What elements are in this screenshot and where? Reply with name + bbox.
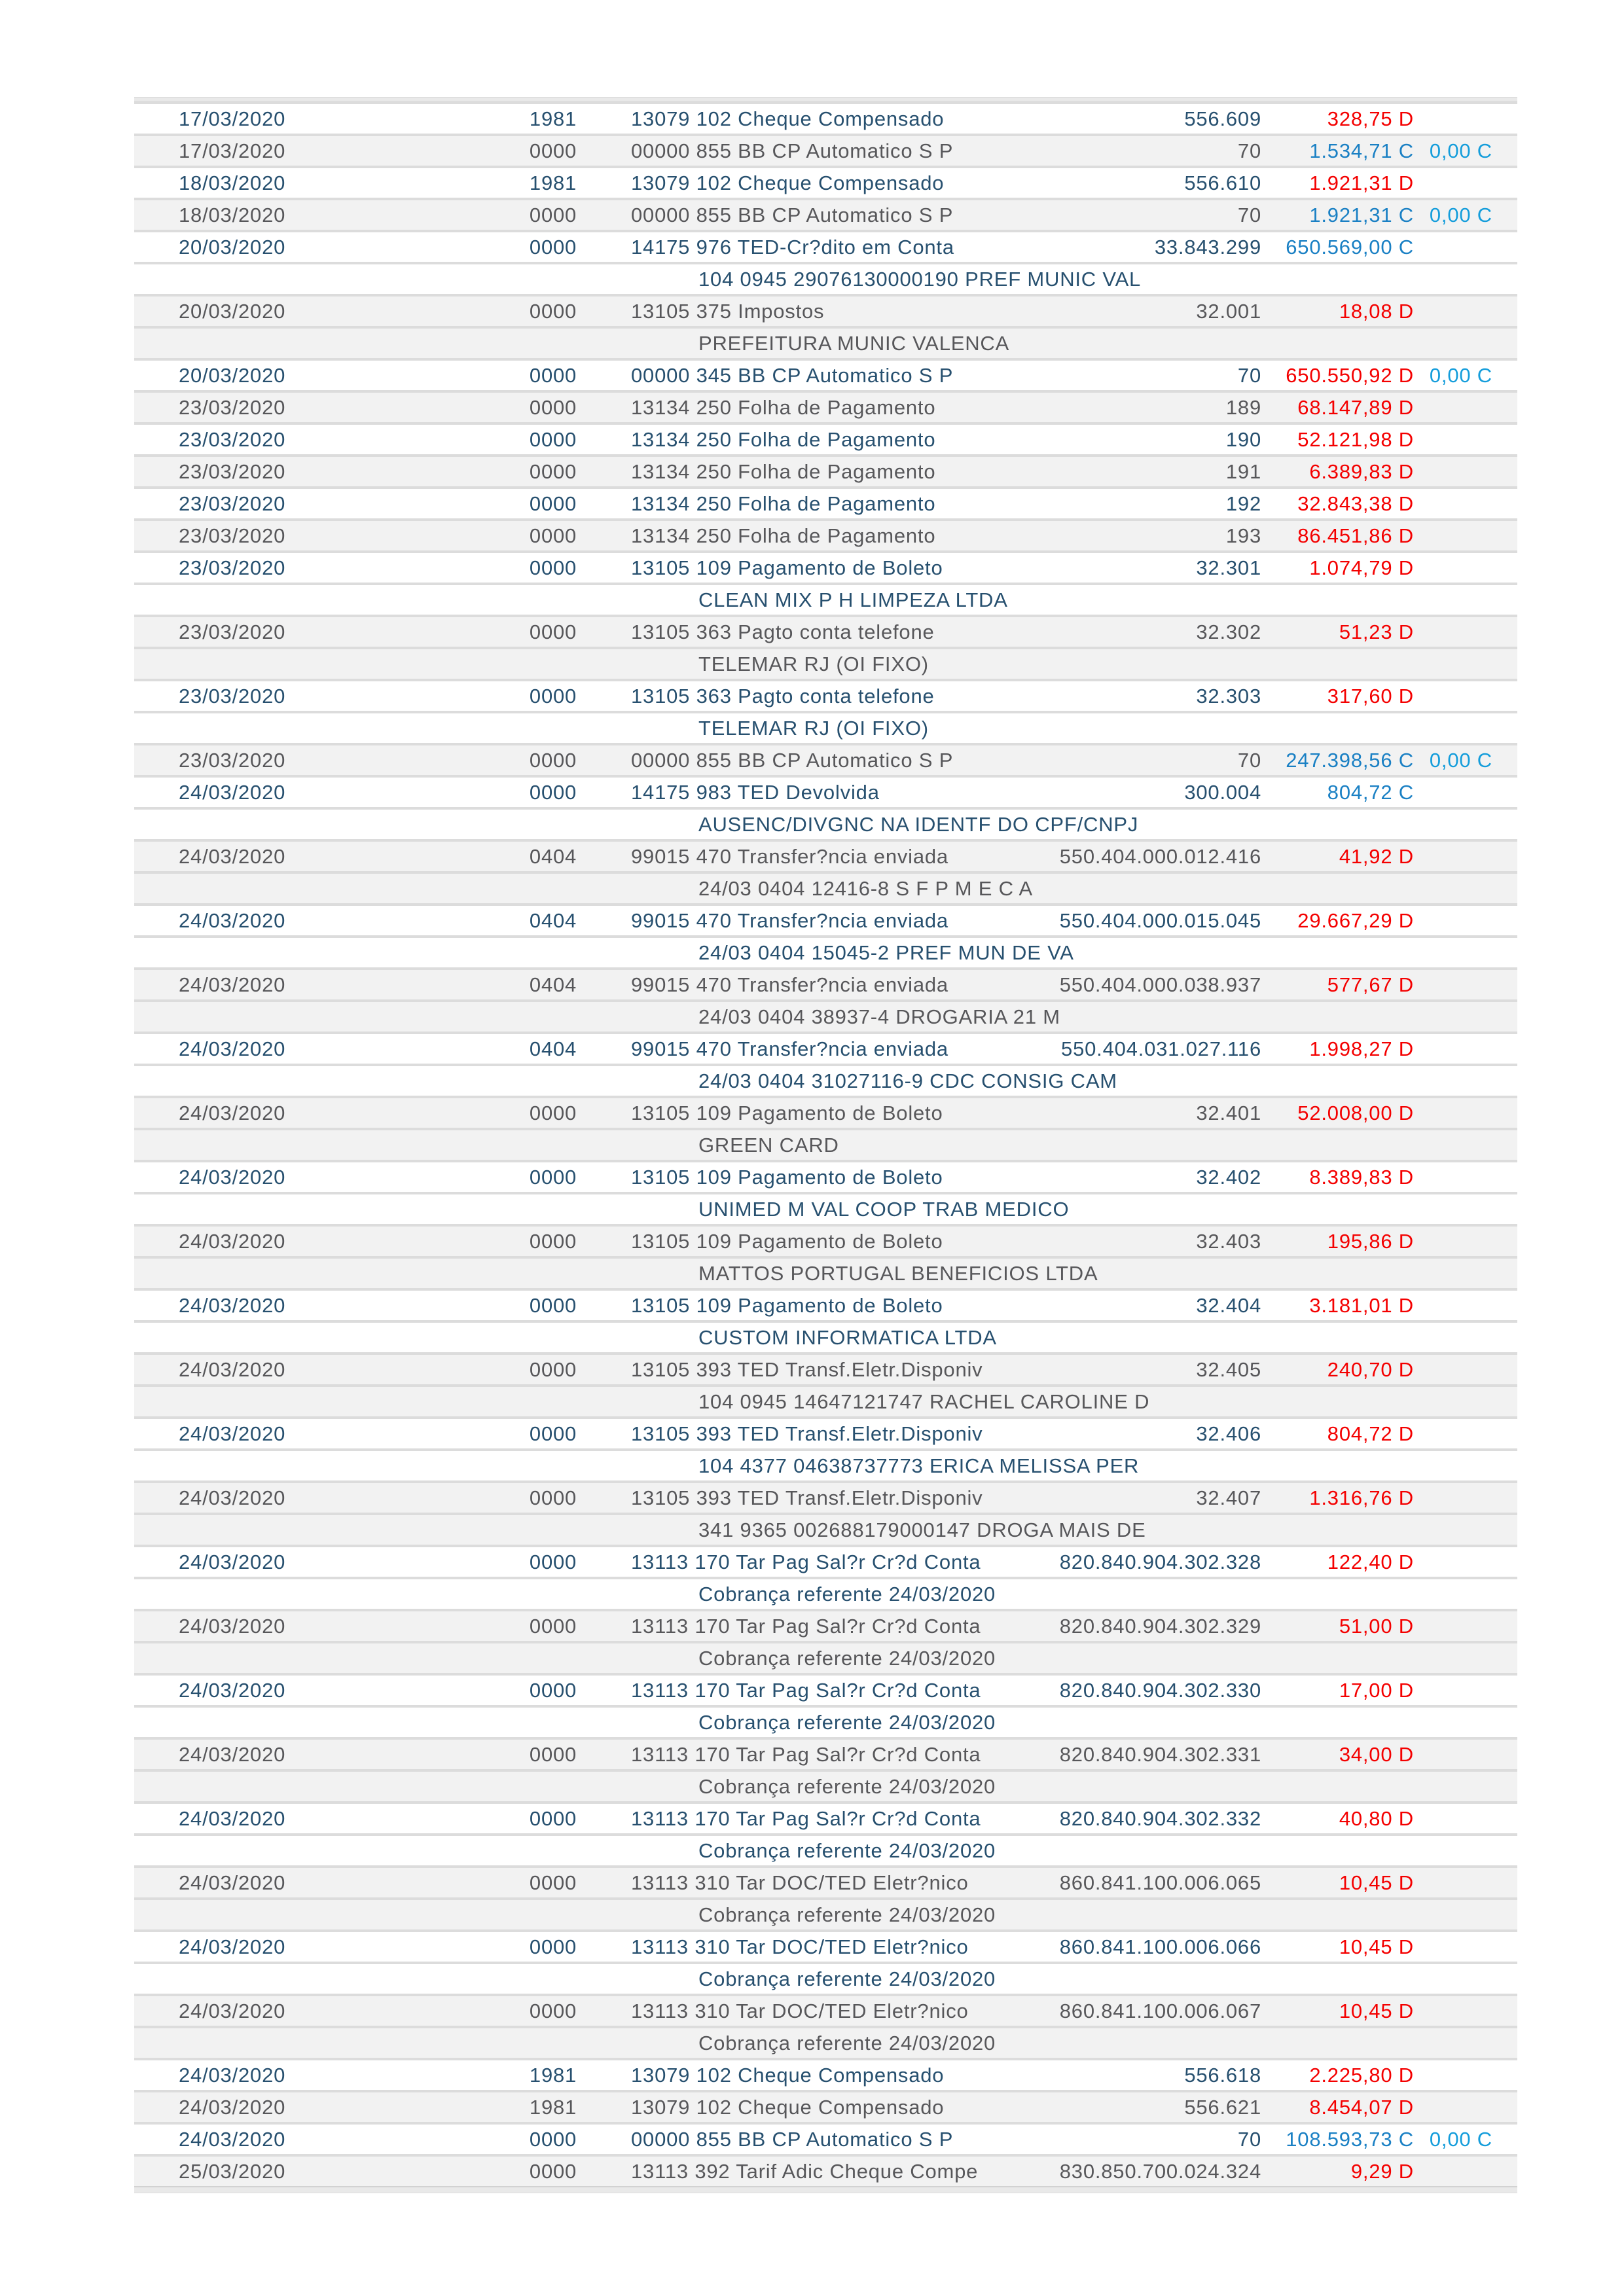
detail-text: 104 0945 14647121747 RACHEL CAROLINE D [698, 1390, 1150, 1413]
detail-row [134, 935, 1517, 967]
description-cell: 13134 250 Folha de Pagamento [631, 460, 936, 483]
value-cell: 1.316,76 D [1309, 1486, 1414, 1509]
branch-cell: 0000 [529, 1679, 577, 1702]
branch-cell: 0404 [529, 973, 577, 996]
transaction-row [134, 1031, 1517, 1064]
description-cell: 00000 855 BB CP Automatico S P [631, 139, 954, 162]
detail-row [134, 647, 1517, 679]
secondary-value-cell: 0,00 C [1429, 749, 1492, 772]
description-cell: 13113 170 Tar Pag Sal?r Cr?d Conta [631, 1615, 981, 1638]
document-cell: 820.840.904.302.331 [1059, 1743, 1261, 1766]
date-cell: 23/03/2020 [179, 749, 286, 772]
value-cell: 195,86 D [1327, 1230, 1414, 1253]
document-cell: 300.004 [1184, 781, 1261, 804]
detail-row [134, 1384, 1517, 1416]
detail-text: 24/03 0404 38937-4 DROGARIA 21 M [698, 1005, 1060, 1028]
document-cell: 32.401 [1196, 1102, 1261, 1124]
date-cell: 20/03/2020 [179, 300, 286, 323]
date-cell: 24/03/2020 [179, 781, 286, 804]
branch-cell: 0000 [529, 620, 577, 643]
detail-row [134, 1448, 1517, 1480]
transaction-row [134, 967, 1517, 999]
document-cell: 33.843.299 [1154, 236, 1261, 259]
detail-text: Cobrança referente 24/03/2020 [698, 1711, 996, 1734]
transaction-row [134, 422, 1517, 454]
detail-row [134, 1128, 1517, 1160]
description-cell: 13105 393 TED Transf.Eletr.Disponiv [631, 1422, 983, 1445]
description-cell: 13113 170 Tar Pag Sal?r Cr?d Conta [631, 1679, 981, 1702]
value-cell: 6.389,83 D [1309, 460, 1414, 483]
transaction-rows [134, 101, 1517, 2186]
value-cell: 9,29 D [1350, 2160, 1414, 2183]
document-cell: 32.301 [1196, 556, 1261, 579]
transaction-row [134, 1609, 1517, 1641]
transaction-row [134, 390, 1517, 422]
transaction-row [134, 1416, 1517, 1448]
value-cell: 1.921,31 D [1309, 171, 1414, 194]
branch-cell: 0000 [529, 685, 577, 708]
description-cell: 13079 102 Cheque Compensado [631, 2064, 945, 2087]
value-cell: 3.181,01 D [1309, 1294, 1414, 1317]
detail-row [134, 1833, 1517, 1865]
branch-cell: 0000 [529, 1230, 577, 1253]
date-cell: 23/03/2020 [179, 428, 286, 451]
document-cell: 191 [1225, 460, 1261, 483]
document-cell: 550.404.000.015.045 [1059, 909, 1261, 932]
description-cell: 13105 109 Pagamento de Boleto [631, 1166, 943, 1189]
value-cell: 18,08 D [1339, 300, 1414, 323]
transaction-row [134, 1673, 1517, 1705]
document-cell: 32.402 [1196, 1166, 1261, 1189]
document-cell: 32.403 [1196, 1230, 1261, 1253]
date-cell: 17/03/2020 [179, 139, 286, 162]
document-cell: 32.404 [1196, 1294, 1261, 1317]
document-cell: 32.406 [1196, 1422, 1261, 1445]
description-cell: 13105 109 Pagamento de Boleto [631, 556, 943, 579]
branch-cell: 0000 [529, 1422, 577, 1445]
transaction-row [134, 2122, 1517, 2154]
date-cell: 23/03/2020 [179, 460, 286, 483]
date-cell: 24/03/2020 [179, 1871, 286, 1894]
branch-cell: 0000 [529, 556, 577, 579]
value-cell: 328,75 D [1327, 107, 1414, 130]
date-cell: 24/03/2020 [179, 1166, 286, 1189]
value-cell: 86.451,86 D [1297, 524, 1414, 547]
transaction-row [134, 1801, 1517, 1833]
detail-text: 24/03 0404 15045-2 PREF MUN DE VA [698, 941, 1074, 964]
document-cell: 820.840.904.302.328 [1059, 1551, 1261, 1573]
branch-cell: 0000 [529, 460, 577, 483]
transaction-row [134, 294, 1517, 326]
value-cell: 29.667,29 D [1297, 909, 1414, 932]
value-cell: 1.998,27 D [1309, 1037, 1414, 1060]
description-cell: 13134 250 Folha de Pagamento [631, 524, 936, 547]
date-cell: 17/03/2020 [179, 107, 286, 130]
branch-cell: 0404 [529, 1037, 577, 1060]
value-cell: 51,23 D [1339, 620, 1414, 643]
transaction-row [134, 1480, 1517, 1513]
branch-cell: 0000 [529, 1294, 577, 1317]
date-cell: 24/03/2020 [179, 845, 286, 868]
value-cell: 52.121,98 D [1297, 428, 1414, 451]
transaction-row [134, 2090, 1517, 2122]
description-cell: 13105 109 Pagamento de Boleto [631, 1230, 943, 1253]
transaction-row [134, 903, 1517, 935]
branch-cell: 0000 [529, 1551, 577, 1573]
description-cell: 99015 470 Transfer?ncia enviada [631, 973, 948, 996]
detail-text: PREFEITURA MUNIC VALENCA [698, 332, 1010, 355]
detail-row [134, 999, 1517, 1031]
description-cell: 14175 976 TED-Cr?dito em Conta [631, 236, 954, 259]
description-cell: 13105 363 Pagto conta telefone [631, 620, 935, 643]
value-cell: 10,45 D [1339, 2000, 1414, 2022]
transaction-row [134, 615, 1517, 647]
branch-cell: 0000 [529, 2000, 577, 2022]
branch-cell: 0000 [529, 749, 577, 772]
detail-row [134, 1897, 1517, 1929]
value-cell: 2.225,80 D [1309, 2064, 1414, 2087]
detail-text: CLEAN MIX P H LIMPEZA LTDA [698, 588, 1008, 611]
value-cell: 650.569,00 C [1286, 236, 1414, 259]
date-cell: 24/03/2020 [179, 1358, 286, 1381]
detail-row [134, 262, 1517, 294]
date-cell: 24/03/2020 [179, 1422, 286, 1445]
secondary-value-cell: 0,00 C [1429, 139, 1492, 162]
document-cell: 70 [1237, 2128, 1261, 2151]
document-cell: 189 [1225, 396, 1261, 419]
document-cell: 32.405 [1196, 1358, 1261, 1381]
document-cell: 190 [1225, 428, 1261, 451]
description-cell: 13105 109 Pagamento de Boleto [631, 1294, 943, 1317]
transaction-row [134, 1160, 1517, 1192]
branch-cell: 0000 [529, 524, 577, 547]
date-cell: 24/03/2020 [179, 1935, 286, 1958]
date-cell: 20/03/2020 [179, 364, 286, 387]
secondary-value-cell: 0,00 C [1429, 2128, 1492, 2151]
value-cell: 34,00 D [1339, 1743, 1414, 1766]
description-cell: 13113 310 Tar DOC/TED Eletr?nico [631, 1935, 969, 1958]
document-cell: 556.621 [1184, 2096, 1261, 2119]
date-cell: 24/03/2020 [179, 2064, 286, 2087]
document-cell: 193 [1225, 524, 1261, 547]
transaction-row [134, 134, 1517, 166]
transaction-row [134, 486, 1517, 518]
detail-text: UNIMED M VAL COOP TRAB MEDICO [698, 1198, 1070, 1221]
branch-cell: 0000 [529, 1743, 577, 1766]
detail-row [134, 583, 1517, 615]
description-cell: 13113 310 Tar DOC/TED Eletr?nico [631, 2000, 969, 2022]
detail-row [134, 807, 1517, 839]
transaction-row [134, 1994, 1517, 2026]
date-cell: 24/03/2020 [179, 909, 286, 932]
document-cell: 70 [1237, 139, 1261, 162]
document-cell: 820.840.904.302.330 [1059, 1679, 1261, 1702]
detail-text: GREEN CARD [698, 1134, 839, 1157]
transaction-row [134, 839, 1517, 871]
date-cell: 24/03/2020 [179, 1807, 286, 1830]
document-cell: 860.841.100.006.067 [1059, 2000, 1261, 2022]
description-cell: 13113 310 Tar DOC/TED Eletr?nico [631, 1871, 969, 1894]
detail-text: Cobrança referente 24/03/2020 [698, 2032, 996, 2054]
date-cell: 18/03/2020 [179, 204, 286, 226]
document-cell: 860.841.100.006.066 [1059, 1935, 1261, 1958]
detail-text: 24/03 0404 12416-8 S F P M E C A [698, 877, 1034, 900]
transaction-row [134, 1737, 1517, 1769]
document-cell: 32.303 [1196, 685, 1261, 708]
description-cell: 13113 170 Tar Pag Sal?r Cr?d Conta [631, 1807, 981, 1830]
value-cell: 804,72 D [1327, 1422, 1414, 1445]
branch-cell: 0000 [529, 300, 577, 323]
document-cell: 32.302 [1196, 620, 1261, 643]
date-cell: 20/03/2020 [179, 236, 286, 259]
branch-cell: 0404 [529, 845, 577, 868]
description-cell: 13113 170 Tar Pag Sal?r Cr?d Conta [631, 1743, 981, 1766]
transaction-row [134, 775, 1517, 807]
document-cell: 550.404.000.012.416 [1059, 845, 1261, 868]
document-cell: 860.841.100.006.065 [1059, 1871, 1261, 1894]
branch-cell: 0404 [529, 909, 577, 932]
branch-cell: 0000 [529, 2160, 577, 2183]
document-cell: 556.610 [1184, 171, 1261, 194]
statement-table [134, 97, 1517, 2193]
detail-row [134, 1513, 1517, 1545]
detail-text: 341 9365 002688179000147 DROGA MAIS DE [698, 1518, 1146, 1541]
value-cell: 1.534,71 C [1309, 139, 1414, 162]
description-cell: 13105 375 Impostos [631, 300, 825, 323]
transaction-row [134, 101, 1517, 134]
value-cell: 317,60 D [1327, 685, 1414, 708]
branch-cell: 0000 [529, 1871, 577, 1894]
description-cell: 00000 855 BB CP Automatico S P [631, 2128, 954, 2151]
branch-cell: 0000 [529, 1935, 577, 1958]
document-cell: 556.618 [1184, 2064, 1261, 2087]
value-cell: 804,72 C [1327, 781, 1414, 804]
branch-cell: 1981 [529, 171, 577, 194]
description-cell: 13079 102 Cheque Compensado [631, 2096, 945, 2119]
detail-row [134, 1064, 1517, 1096]
detail-text: TELEMAR RJ (OI FIXO) [698, 717, 929, 740]
value-cell: 108.593,73 C [1286, 2128, 1414, 2151]
detail-row [134, 1705, 1517, 1737]
date-cell: 25/03/2020 [179, 2160, 286, 2183]
detail-row [134, 711, 1517, 743]
branch-cell: 1981 [529, 2064, 577, 2087]
document-cell: 556.609 [1184, 107, 1261, 130]
description-cell: 13134 250 Folha de Pagamento [631, 428, 936, 451]
detail-text: Cobrança referente 24/03/2020 [698, 1583, 996, 1605]
secondary-value-cell: 0,00 C [1429, 364, 1492, 387]
value-cell: 51,00 D [1339, 1615, 1414, 1638]
transaction-row [134, 2154, 1517, 2186]
detail-text: Cobrança referente 24/03/2020 [698, 1839, 996, 1862]
detail-text: 104 0945 29076130000190 PREF MUNIC VAL [698, 268, 1142, 291]
branch-cell: 0000 [529, 781, 577, 804]
description-cell: 99015 470 Transfer?ncia enviada [631, 845, 948, 868]
date-cell: 23/03/2020 [179, 685, 286, 708]
detail-text: TELEMAR RJ (OI FIXO) [698, 653, 929, 675]
description-cell: 13105 393 TED Transf.Eletr.Disponiv [631, 1486, 983, 1509]
value-cell: 1.921,31 C [1309, 204, 1414, 226]
detail-row [134, 1320, 1517, 1352]
value-cell: 10,45 D [1339, 1935, 1414, 1958]
date-cell: 18/03/2020 [179, 171, 286, 194]
detail-row [134, 1962, 1517, 1994]
transaction-row [134, 1096, 1517, 1128]
value-cell: 17,00 D [1339, 1679, 1414, 1702]
value-cell: 240,70 D [1327, 1358, 1414, 1381]
detail-row [134, 1641, 1517, 1673]
description-cell: 13134 250 Folha de Pagamento [631, 396, 936, 419]
detail-text: Cobrança referente 24/03/2020 [698, 1967, 996, 1990]
value-cell: 41,92 D [1339, 845, 1414, 868]
detail-text: Cobrança referente 24/03/2020 [698, 1903, 996, 1926]
date-cell: 24/03/2020 [179, 1551, 286, 1573]
date-cell: 24/03/2020 [179, 1230, 286, 1253]
transaction-row [134, 1865, 1517, 1897]
document-cell: 830.850.700.024.324 [1059, 2160, 1261, 2183]
date-cell: 24/03/2020 [179, 1486, 286, 1509]
value-cell: 8.389,83 D [1309, 1166, 1414, 1189]
transaction-row [134, 1352, 1517, 1384]
date-cell: 23/03/2020 [179, 620, 286, 643]
detail-text: 104 4377 04638737773 ERICA MELISSA PER [698, 1454, 1140, 1477]
description-cell: 00000 855 BB CP Automatico S P [631, 204, 954, 226]
branch-cell: 0000 [529, 1166, 577, 1189]
value-cell: 40,80 D [1339, 1807, 1414, 1830]
description-cell: 99015 470 Transfer?ncia enviada [631, 1037, 948, 1060]
description-cell: 00000 345 BB CP Automatico S P [631, 364, 954, 387]
transaction-row [134, 1288, 1517, 1320]
branch-cell: 0000 [529, 1807, 577, 1830]
branch-cell: 0000 [529, 396, 577, 419]
table-bottom-border [134, 2186, 1517, 2193]
date-cell: 23/03/2020 [179, 556, 286, 579]
branch-cell: 0000 [529, 2128, 577, 2151]
transaction-row [134, 1545, 1517, 1577]
transaction-row [134, 550, 1517, 583]
transaction-row [134, 166, 1517, 198]
date-cell: 24/03/2020 [179, 1743, 286, 1766]
branch-cell: 0000 [529, 1358, 577, 1381]
date-cell: 24/03/2020 [179, 2096, 286, 2119]
transaction-row [134, 1224, 1517, 1256]
description-cell: 13079 102 Cheque Compensado [631, 107, 945, 130]
detail-text: 24/03 0404 31027116-9 CDC CONSIG CAM [698, 1069, 1117, 1092]
detail-text: Cobrança referente 24/03/2020 [698, 1775, 996, 1798]
description-cell: 13113 392 Tarif Adic Cheque Compe [631, 2160, 979, 2183]
branch-cell: 0000 [529, 236, 577, 259]
branch-cell: 0000 [529, 204, 577, 226]
description-cell: 00000 855 BB CP Automatico S P [631, 749, 954, 772]
table-top-border [134, 97, 1517, 101]
description-cell: 13105 363 Pagto conta telefone [631, 685, 935, 708]
date-cell: 23/03/2020 [179, 492, 286, 515]
document-cell: 550.404.031.027.116 [1061, 1037, 1261, 1060]
detail-text: Cobrança referente 24/03/2020 [698, 1647, 996, 1670]
transaction-row [134, 518, 1517, 550]
transaction-row [134, 198, 1517, 230]
transaction-row [134, 1929, 1517, 1962]
date-cell: 23/03/2020 [179, 524, 286, 547]
value-cell: 122,40 D [1327, 1551, 1414, 1573]
document-cell: 70 [1237, 204, 1261, 226]
date-cell: 23/03/2020 [179, 396, 286, 419]
value-cell: 52.008,00 D [1297, 1102, 1414, 1124]
date-cell: 24/03/2020 [179, 1615, 286, 1638]
document-cell: 550.404.000.038.937 [1059, 973, 1261, 996]
date-cell: 24/03/2020 [179, 1037, 286, 1060]
description-cell: 13079 102 Cheque Compensado [631, 171, 945, 194]
detail-row [134, 2026, 1517, 2058]
transaction-row [134, 454, 1517, 486]
date-cell: 24/03/2020 [179, 1294, 286, 1317]
document-cell: 32.001 [1196, 300, 1261, 323]
value-cell: 8.454,07 D [1309, 2096, 1414, 2119]
document-cell: 820.840.904.302.332 [1059, 1807, 1261, 1830]
document-cell: 70 [1237, 749, 1261, 772]
description-cell: 13105 393 TED Transf.Eletr.Disponiv [631, 1358, 983, 1381]
transaction-row [134, 743, 1517, 775]
document-cell: 70 [1237, 364, 1261, 387]
document-cell: 32.407 [1196, 1486, 1261, 1509]
branch-cell: 0000 [529, 428, 577, 451]
detail-row [134, 326, 1517, 358]
branch-cell: 0000 [529, 1102, 577, 1124]
value-cell: 1.074,79 D [1309, 556, 1414, 579]
detail-row [134, 1769, 1517, 1801]
secondary-value-cell: 0,00 C [1429, 204, 1492, 226]
document-cell: 820.840.904.302.329 [1059, 1615, 1261, 1638]
description-cell: 13105 109 Pagamento de Boleto [631, 1102, 943, 1124]
detail-row [134, 1256, 1517, 1288]
value-cell: 650.550,92 D [1286, 364, 1414, 387]
branch-cell: 0000 [529, 1486, 577, 1509]
detail-row [134, 1192, 1517, 1224]
description-cell: 99015 470 Transfer?ncia enviada [631, 909, 948, 932]
document-cell: 192 [1225, 492, 1261, 515]
branch-cell: 1981 [529, 2096, 577, 2119]
detail-row [134, 871, 1517, 903]
date-cell: 24/03/2020 [179, 973, 286, 996]
description-cell: 13113 170 Tar Pag Sal?r Cr?d Conta [631, 1551, 981, 1573]
transaction-row [134, 2058, 1517, 2090]
branch-cell: 0000 [529, 1615, 577, 1638]
transaction-row [134, 679, 1517, 711]
value-cell: 247.398,56 C [1286, 749, 1414, 772]
description-cell: 13134 250 Folha de Pagamento [631, 492, 936, 515]
value-cell: 10,45 D [1339, 1871, 1414, 1894]
value-cell: 32.843,38 D [1297, 492, 1414, 515]
branch-cell: 0000 [529, 364, 577, 387]
date-cell: 24/03/2020 [179, 2000, 286, 2022]
value-cell: 577,67 D [1327, 973, 1414, 996]
branch-cell: 1981 [529, 107, 577, 130]
transaction-row [134, 230, 1517, 262]
value-cell: 68.147,89 D [1297, 396, 1414, 419]
detail-text: AUSENC/DIVGNC NA IDENTF DO CPF/CNPJ [698, 813, 1139, 836]
date-cell: 24/03/2020 [179, 2128, 286, 2151]
date-cell: 24/03/2020 [179, 1102, 286, 1124]
detail-text: CUSTOM INFORMATICA LTDA [698, 1326, 997, 1349]
branch-cell: 0000 [529, 139, 577, 162]
detail-text: MATTOS PORTUGAL BENEFICIOS LTDA [698, 1262, 1098, 1285]
branch-cell: 0000 [529, 492, 577, 515]
date-cell: 24/03/2020 [179, 1679, 286, 1702]
description-cell: 14175 983 TED Devolvida [631, 781, 880, 804]
detail-row [134, 1577, 1517, 1609]
transaction-row [134, 358, 1517, 390]
